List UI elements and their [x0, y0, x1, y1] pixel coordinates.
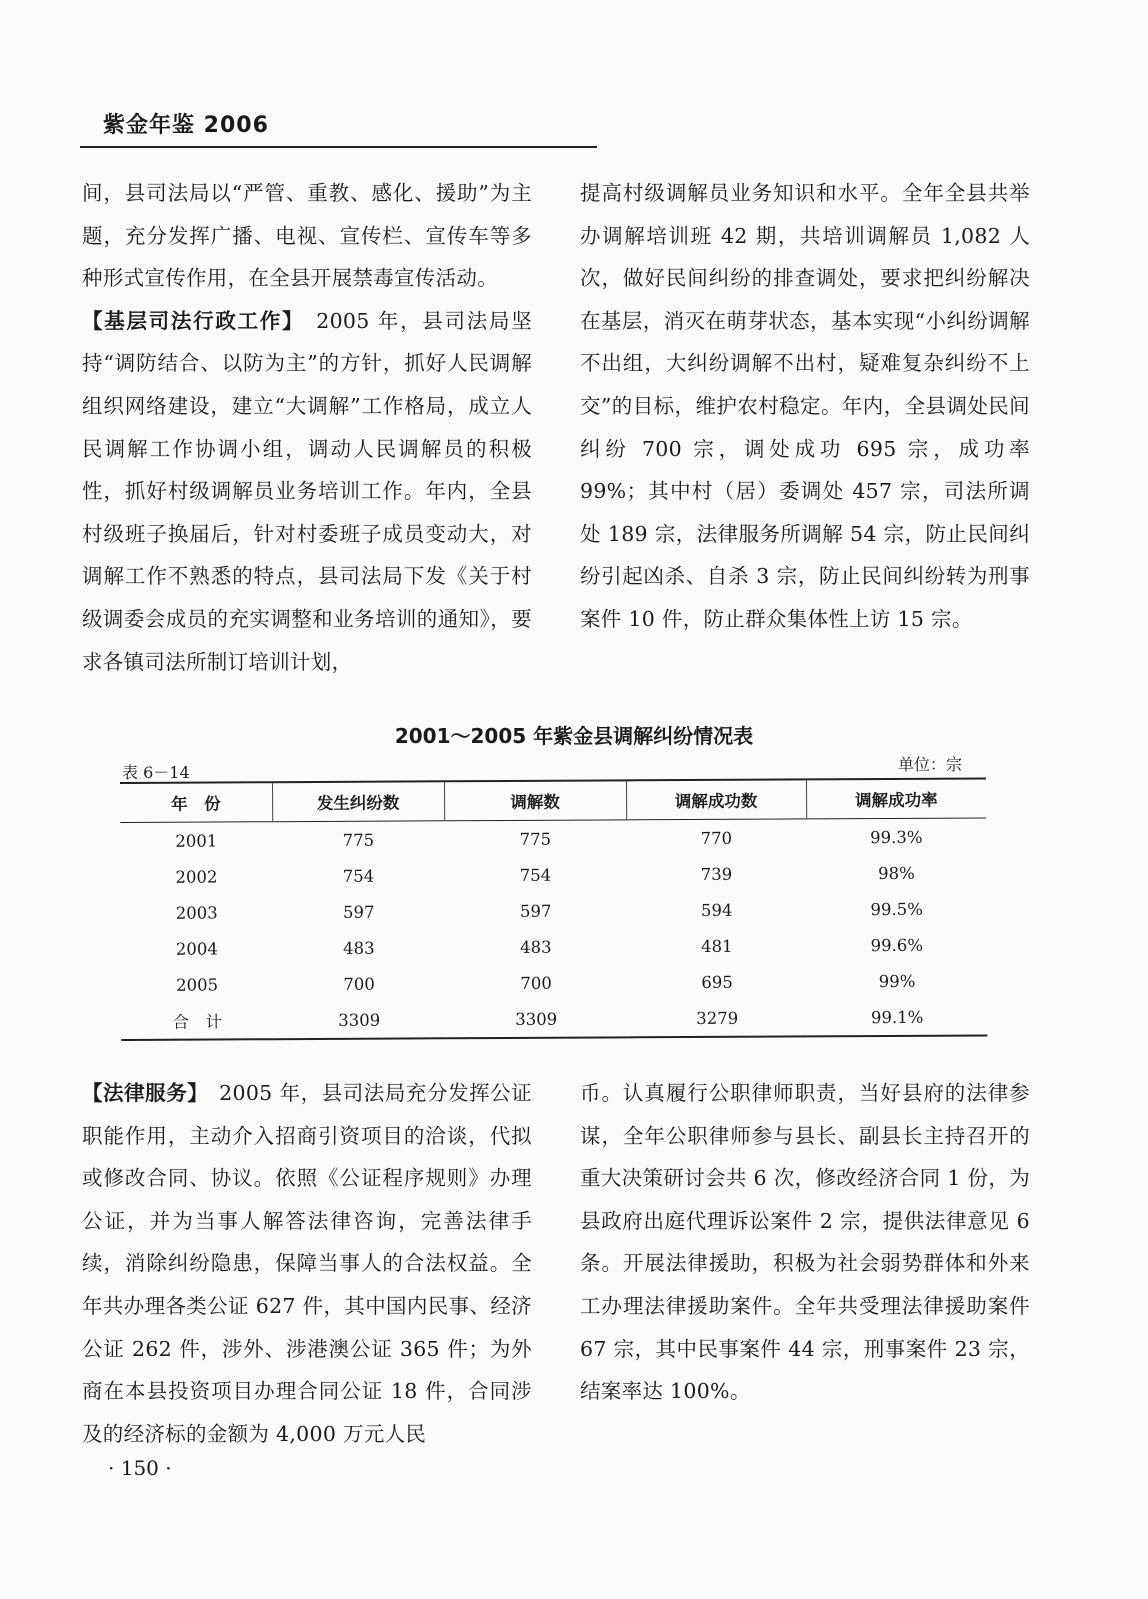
- cell-disputes: 597: [342, 902, 375, 922]
- cell-total-disputes: 3309: [273, 1001, 445, 1039]
- cell-mediated: 597: [519, 901, 552, 921]
- cell-total-success-rate: 99.1%: [807, 998, 987, 1036]
- cell-disputes: 483: [343, 938, 375, 958]
- cell-success-rate: 98%: [878, 863, 915, 883]
- left-column-bottom: [82, 1072, 532, 1455]
- cell-success-rate: 99%: [878, 971, 916, 991]
- header-successful: 调解成功数: [626, 779, 806, 819]
- table-number: 表 6－14: [122, 763, 190, 782]
- right-column-bottom: [580, 1072, 1030, 1413]
- table-title: 2001～2005 年紫金县调解纠纷情况表: [394, 724, 754, 748]
- table-header-row: [120, 778, 986, 822]
- table-row: [121, 962, 987, 1003]
- paragraph-legal-services: [82, 1072, 532, 1455]
- cell-success-rate: 99.5%: [870, 899, 923, 919]
- running-header: 紫金年鉴 2006: [103, 113, 269, 138]
- left-column-top: [82, 172, 532, 683]
- table-row: [120, 818, 986, 859]
- cell-disputes: 700: [343, 974, 375, 994]
- table-row: [120, 854, 986, 895]
- right-column-top: [580, 172, 1030, 641]
- header-year: 年 份: [120, 782, 272, 822]
- cell-successful: 594: [700, 900, 733, 920]
- cell-total-label: 合 计: [121, 1002, 273, 1040]
- paragraph-public-lawyers: 币。认真履行公职律师职责，当好县府的法律参谋，全年公职律师参与县长、副县长主持召开的重大决策研讨会共 6 次，修改经济合同 1 份，为县政府出庭代理诉讼案件 2 宗，提供法律意见 6 条。开展法律援助，积极为社会弱势群体和外来工办理法律援助案件。全年共受理法律援助案件 67 宗，其中民事案件 44 宗，刑事案件 23 宗，结案率达 100%。: [580, 1081, 1030, 1404]
- cell-successful: 481: [701, 936, 733, 956]
- section-heading-grassroots: 【基层司法行政工作】: [82, 308, 294, 333]
- table-unit: 单位：宗: [898, 755, 963, 774]
- paragraph-mediation-training: 提高村级调解员业务知识和水平。全年全县共举办调解培训班 42 期，共培训调解员 1,082 人次，做好民间纠纷的排查调处，要求把纠纷解决在基层，消灭在萌芽状态，基本实现“小纠纷调解不出组，大纠纷调解不出村，疑难复杂纠纷不上交”的目标，维护农村稳定。年内，全县调处民间纠纷 700 宗，调处成功 695 宗，成功率 99%；其中村（居）委调处 457 宗，司法所调处 189 宗，法律服务所调解 54 宗，防止民间纠纷引起凶杀、自杀 3 宗，防止民间纠纷转为刑事案件 10 件，防止群众集体性上访 15 宗。: [580, 181, 1030, 631]
- table-row: [121, 890, 987, 931]
- cell-year: 2001: [175, 830, 218, 851]
- header-rule: [80, 146, 597, 148]
- section-heading-legal-services: 【法律服务】: [82, 1081, 199, 1105]
- cell-year: 2003: [175, 902, 218, 923]
- cell-total-mediated: 3309: [445, 1000, 627, 1038]
- cell-successful: 770: [700, 828, 733, 848]
- cell-mediated: 775: [519, 829, 552, 849]
- cell-mediated: 483: [520, 937, 552, 957]
- cell-successful: 695: [701, 972, 733, 992]
- cell-successful: 739: [700, 864, 733, 884]
- header-success-rate: 调解成功率: [806, 778, 986, 818]
- cell-year: 2005: [176, 974, 219, 995]
- header-disputes: 发生纠纷数: [272, 781, 444, 821]
- cell-success-rate: 99.6%: [870, 935, 924, 955]
- section-text-legal-services: 2005 年，县司法局充分发挥公证职能作用，主动介入招商引资项目的洽谈，代拟或修改合同、协议。依照《公证程序规则》办理公证，并为当事人解答法律咨询，完善法律手续，消除纠纷隐患，保障当事人的合法权益。全年共办理各类公证 627 件，其中国内民事、经济公证 262 件，涉外、涉港澳公证 365 件；为外商在本县投资项目办理合同公证 18 件，合同涉及的经济标的金额为 4,000 万元人民: [82, 1081, 532, 1446]
- mediation-table: [120, 777, 987, 1041]
- page-number: · 150 ·: [108, 1456, 172, 1480]
- cell-success-rate: 99.3%: [870, 827, 923, 847]
- cell-year: 2002: [175, 866, 218, 887]
- cell-total-successful: 3279: [627, 999, 807, 1037]
- header-mediated: 调解数: [444, 780, 626, 820]
- cell-disputes: 775: [342, 830, 375, 850]
- section-text-grassroots: 2005 年，县司法局坚持“调防结合、以防为主”的方针，抓好人民调解组织网络建设，建立“大调解”工作格局，成立人民调解工作协调小组，调动人民调解员的积极性，抓好村级调解员业务培训工作。年内，全县村级班子换届后，针对村委班子成员变动大，对调解工作不熟悉的特点，县司法局下发《关于村级调委会成员的充实调整和业务培训的通知》，要求各镇司法所制订培训计划，: [82, 308, 532, 674]
- cell-year: 2004: [175, 938, 218, 959]
- table-total-row: [121, 998, 987, 1040]
- cell-mediated: 754: [519, 865, 552, 885]
- cell-disputes: 754: [342, 866, 375, 886]
- table-row: [121, 926, 987, 967]
- paragraph-drug-campaign: 间，县司法局以“严管、重教、感化、援助”为主题，充分发挥广播、电视、宣传栏、宣传车等多种形式宣传作用，在全县开展禁毒宣传活动。: [82, 181, 532, 291]
- cell-mediated: 700: [520, 973, 552, 993]
- paragraph-grassroots-justice: [82, 300, 532, 683]
